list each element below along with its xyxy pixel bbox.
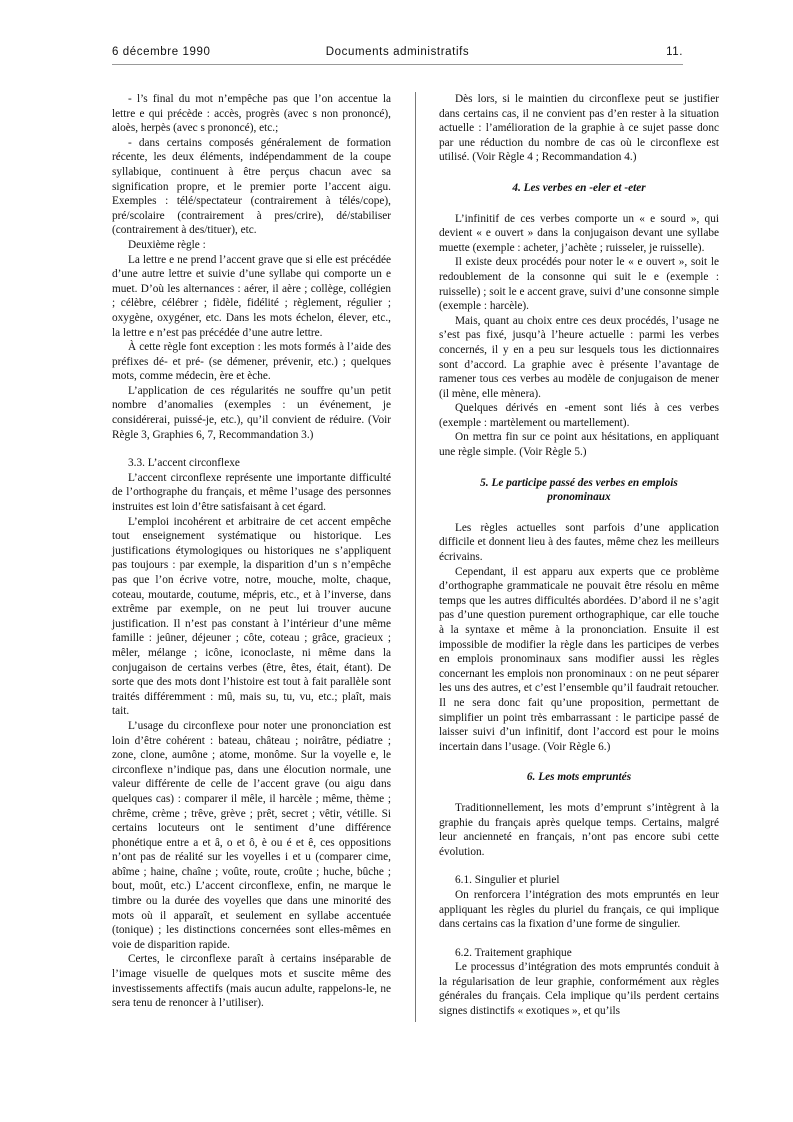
paragraph: - dans certains composés généralement de formation récente, les deux éléments, indépendamment de la coupe syllabique, continuent à être perçus chacun avec sa signification propre, et le premier porte l’accent aigu. Exemples : télé/spectateur (contrairement à télés/cope), pré/scolaire (contrairement à pres/crire), dé/stabiliser (contrairement à des/tituer), etc.	[112, 136, 391, 237]
section-heading-6-1: 6.1. Singulier et pluriel	[455, 874, 560, 887]
section-heading-5	[439, 476, 719, 505]
header-date: 6 décembre 1990	[112, 46, 211, 58]
section-heading-6-2: 6.2. Traitement graphique	[455, 946, 572, 959]
header-title: Documents administratifs	[325, 46, 470, 58]
paragraph: Les règles actuelles sont parfois d’une application difficile et donnent lieu à des fautes, même chez les meilleurs écrivains.	[439, 521, 719, 564]
paragraph: Cependant, il est apparu aux experts que ce problème d’orthographe grammaticale ne pouvait être résolu en même temps que les autres difficultés abordées. D’abord il ne s’agit pas d’une question purement orthographique, car elle touche à la syntaxe et même à la prononciation. Ensuite il est impossible de modifier la règle dans les participes de verbes en emplois pronominaux sans modifier aussi les règles concernant les emplois non pronominaux : on ne peut séparer les uns des autres, et c’est l’ensemble qu’il faudrait retoucher. Il ne sera donc fait qu’une proposition, permettant de simplifier un point très embarrassant : le participe passé de laisser suivi d’un infinitif, dont l’accord est pour le moins incertain dans l’usage. (Voir Règle 6.)	[439, 565, 719, 753]
page-number: 11.	[666, 46, 683, 58]
paragraph: Le processus d’intégration des mots empruntés conduit à la régularisation de leur graphie, conformément aux règles générales du français. Cela implique qu’ils perdent certains signes distinctifs « exotiques », et qu’ils	[439, 961, 719, 1018]
paragraph: Mais, quant au choix entre ces deux procédés, l’usage ne s’est pas fixé, jusqu’à l’heure actuelle : parmi les verbes concernés, il y en a peu sur lesquels tous les dictionnaires sont d’accord. La graphie avec è présente l’avantage de ramener tous ces verbes au modèle de conjugaison de mener (il mène, elle mènera).	[439, 314, 719, 400]
paragraph: - l’s final du mot n’empêche pas que l’on accentue la lettre e qui précède : accès, progrès (avec s non prononcé), aloès, herpès (avec s prononcé), etc.;	[112, 93, 391, 135]
section-heading-5-line-2: pronominaux	[547, 491, 611, 504]
section-heading-5-line-1: 5. Le participe passé des verbes en emplois	[480, 476, 678, 489]
paragraph: Quelques dérivés en -ement sont liés à ces verbes (exemple : martèlement ou martellement).	[439, 402, 719, 429]
header-rule	[112, 64, 683, 65]
column-divider	[415, 92, 416, 1022]
paragraph: L’infinitif de ces verbes comporte un « e sourd », qui devient « e ouvert » dans la conjugaison devant une syllabe muette (exemple : acheter, j’achète ; ruisseler, je ruisselle).	[439, 212, 719, 254]
page-header	[112, 46, 683, 64]
section-heading-3-3: 3.3. L’accent circonflexe	[128, 457, 240, 470]
paragraph: Traditionnellement, les mots d’emprunt s’intègrent à la graphie du français après quelque temps. Certains, malgré leur ancienneté en français, n’ont pas encore subi cette évolution.	[439, 801, 719, 858]
paragraph: On renforcera l’intégration des mots empruntés en leur appliquant les règles du pluriel du français, ce qui implique dans certains cas la fixation d’une forme de singulier.	[439, 888, 719, 931]
paragraph: Dès lors, si le maintien du circonflexe peut se justifier dans certains cas, il ne convient pas d’en rester à la situation actuelle : l’amélioration de la graphie à ce sujet passe donc par une réduction du nombre de cas où le circonflexe est utilisé. (Voir Règle 4 ; Recommandation 4.)	[439, 93, 719, 164]
paragraph: Deuxième règle :	[128, 238, 206, 251]
paragraph: Il existe deux procédés pour noter le « e ouvert », soit le redoublement de la consonne qui suit le e (exemple : ruisselle) ; soit le e accent grave, suivi d’une consonne simple (exemple : harcèle).	[439, 256, 719, 313]
section-heading-4: 4. Les verbes en -eler et -eter	[512, 181, 646, 194]
paragraph: L’usage du circonflexe pour noter une prononciation est loin d’être cohérent : bateau, château ; noirâtre, pédiatre ; zone, clone, aumône ; atome, monôme. Sur la voyelle e, le circonflexe n’indique pas, dans une élocution normale, une valeur différente de celle de l’accent grave (ou aigu dans quelques cas) : comparer il mêle, il harcèle ; même, thème ; chrême, crème ; trêve, grève ; prêt, secret ; vêtir, vétille. Si certains locuteurs ont le sentiment d’une différence phonétique entre a et â, o et ô, è ou é et ê, ces oppositions n’ont pas de réalité sur les voyelles i et u (comparer cime, abîme ; haine, chaîne ; voûte, route, croûte ; huche, bûche ; bout, moût, etc.) L’accent circonflexe, enfin, ne marque le timbre ou la durée des voyelles que dans une minorité des mots où il apparaît, et seulement en syllabe accentuée (tonique) ; les distinctions concernées sont elles-mêmes en voie de disparition rapide.	[112, 719, 391, 951]
paragraph: L’application de ces régularités ne souffre qu’un petit nombre d’anomalies (exemples : un événement, je considérerai, puissé-je, etc.), qu’il convient de réduire. (Voir Règle 3, Graphies 6, 7, Recommandation 3.)	[112, 384, 391, 441]
paragraph: À cette règle font exception : les mots formés à l’aide des préfixes dé- et pré- (se démener, prévenir, etc.) ; quelques mots, comme médecin, ère et èche.	[112, 341, 391, 383]
paragraph: L’accent circonflexe représente une importante difficulté de l’orthographe du français, et même l’usage des personnes instruites est loin d’être satisfaisant à cet égard.	[112, 471, 391, 514]
left-column	[112, 92, 391, 1011]
paragraph: L’emploi incohérent et arbitraire de cet accent empêche tout enseignement systématique ou historique. Les justifications étymologiques ou historiques ne s’appliquent pas toujours : par exemple, la disparition d’un s n’empêche pas que l’on écrive votre, notre, mouche, molte, chaque, coteau, moutarde, coutume, mépris, etc., et à l’inverse, dans extrême par exemple, on ne peut lui trouver aucune justification. Il n’est pas constant à l’intérieur d’une même famille : jeûner, déjeuner ; côte, coteau ; grâce, gracieux ; mêler, mélange ; icône, iconoclaste, ni même dans la conjugaison de certains verbes (être, êtes, était, étant). De sorte que des mots dont l’histoire est tout à fait parallèle sont traités différemment : mû, mais su, tu, vu, etc.; plaît, mais tait.	[112, 515, 391, 718]
paragraph: On mettra fin sur ce point aux hésitations, en appliquant une règle simple. (Voir Règle 5.)	[439, 431, 719, 459]
paragraph: La lettre e ne prend l’accent grave que si elle est précédée d’une autre lettre et suivie d’une syllabe qui comporte un e muet. D’où les alternances : aérer, il aère ; collège, collégien ; célèbre, célébrer ; fidèle, fidélité ; règlement, régulier ; oxygène, oxygéner, etc. Dans les mots échelon, élever, etc., la lettre e n’est pas précédée d’une autre lettre.	[112, 253, 391, 339]
section-heading-6: 6. Les mots empruntés	[526, 771, 632, 784]
right-column	[439, 92, 719, 1019]
paragraph: Certes, le circonflexe paraît à certains inséparable de l’image visuelle de quelques mots et suscite même des investissements affectifs (mais aucun adulte, rappelons-le, ne sera tenu de renoncer à l’utiliser).	[112, 953, 391, 1010]
